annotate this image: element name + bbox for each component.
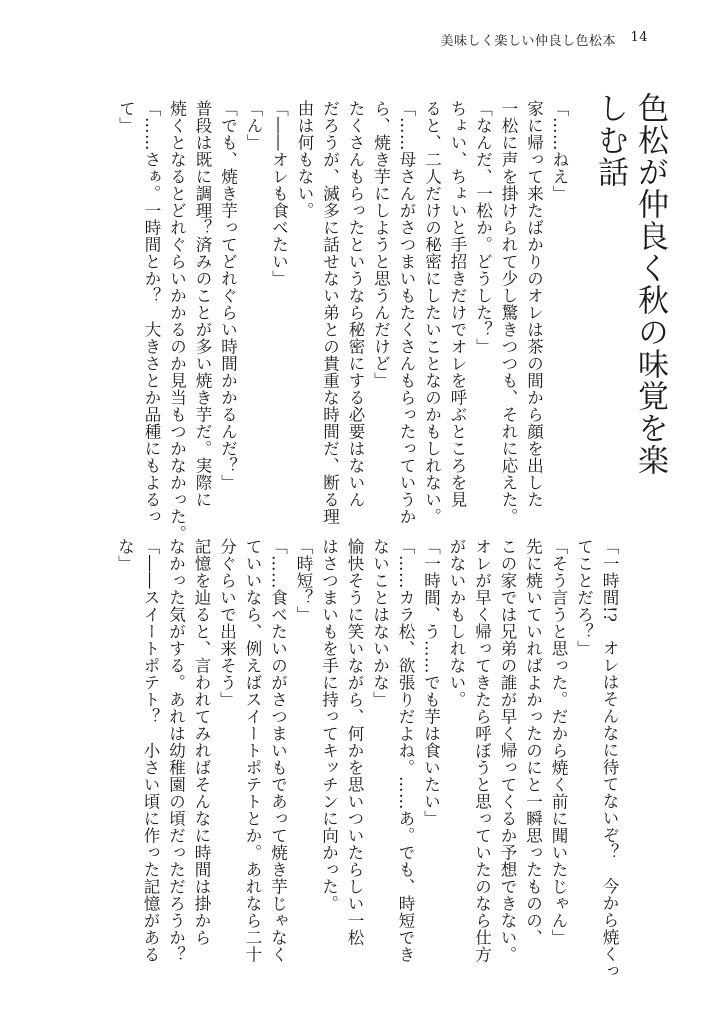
- text-line: な」: [115, 538, 135, 572]
- text-line: 愉快そうに笑いながら、何かを思いついたらしい一松: [345, 538, 364, 946]
- text-line: ていいなら、例えばスイートポテトとか。あれなら二十: [243, 538, 262, 963]
- text-line: ると、二人だけの秘密にしたいことなのかもしれない。: [422, 100, 442, 525]
- running-book-title: 美味しく楽しい仲良し色松本: [440, 34, 616, 49]
- page-number: 14: [630, 30, 648, 45]
- text-line: 分ぐらいで出来そう」: [217, 538, 237, 708]
- text-line: 「……食べたいのがさつまいもであって焼き芋じゃなく: [268, 538, 288, 963]
- text-line: 「でも、焼き芋ってどれぐらい時間かかるんだ？」: [218, 100, 238, 491]
- text-line: てことだろ？」: [574, 538, 594, 657]
- text-line: がないかもしれない。: [447, 538, 466, 708]
- text-line: ないことはないかな」: [370, 538, 390, 708]
- page-header: [0, 30, 722, 50]
- text-line: 「……ねえ」: [550, 100, 569, 202]
- text-line: 「……さぁ。一時間とか？ 大きさとか品種にもよるっ: [142, 100, 161, 525]
- text-line: この家では兄弟の誰が早く帰ってくるか予想できない。: [498, 538, 517, 963]
- text-line: オレが早く帰ってきたら呼ぼうと思っていたのなら仕方: [472, 538, 492, 963]
- text-line: 一松に声を掛けられて少し驚きつつも、それに応えた。: [499, 100, 518, 525]
- upper-text-block: [102, 100, 572, 542]
- text-line: 家に帰って来たばかりのオレは茶の間から顔を出した: [524, 100, 544, 508]
- text-line: 先に焼いていればよかったのにと一瞬思ったものの、: [523, 538, 543, 946]
- text-line: 「一時間!? オレはそんなに待てないぞ？ 今から焼くっ: [600, 538, 619, 980]
- text-line: 「なんだ、一松か。どうした？」: [473, 100, 493, 355]
- chapter-title: 色松が仲良く秋の味覚を楽しむ話: [592, 92, 668, 476]
- text-line: ちょい、ちょいと手招きだけでオレを呼ぶところを見: [448, 100, 467, 508]
- text-line: て」: [116, 100, 136, 134]
- text-line: 「一時間、う……でも芋は食いたい」: [421, 538, 441, 827]
- text-line: 「時短？」: [294, 538, 313, 623]
- text-line: 焼くとなるとどれぐらいかかるのか見当もつかなかった。: [167, 100, 187, 542]
- text-line: 「……母さんがさつまいもたくさんもらったっていうか: [397, 100, 416, 525]
- text-line: 「――オレも食べたい」: [269, 100, 289, 287]
- text-line: はさつまいもを手に持ってキッチンに向かった。: [319, 538, 339, 912]
- text-line: 「――スイートポテト？ 小さい頃に作った記憶がある: [141, 538, 160, 963]
- text-line: なかった気がする。あれは幼稚園の頃だっただろうか？: [166, 538, 186, 963]
- text-line: 「そう言うと思った。だから焼く前に聞いたじゃん」: [549, 538, 568, 946]
- text-line: ら、焼き芋にしようと思うんだけど」: [371, 100, 391, 389]
- text-line: だろうが、滅多に話せない弟との貴重な時間だ、断る理: [320, 100, 340, 525]
- text-line: たくさんもらったというなら秘密にする必要はないん: [346, 100, 365, 508]
- text-line: 記憶を辿ると、言われてみればそんなに時間は掛から: [192, 538, 211, 946]
- text-line: 普段は既に調理？済みのことが多い焼き芋だ。実際に: [193, 100, 212, 508]
- text-line: 「ん」: [244, 100, 263, 151]
- text-line: 由は何もない。: [295, 100, 314, 219]
- lower-text-block: [102, 538, 622, 980]
- text-line: 「……カラ松、欲張りだよね。……あ。でも、時短でき: [396, 538, 415, 963]
